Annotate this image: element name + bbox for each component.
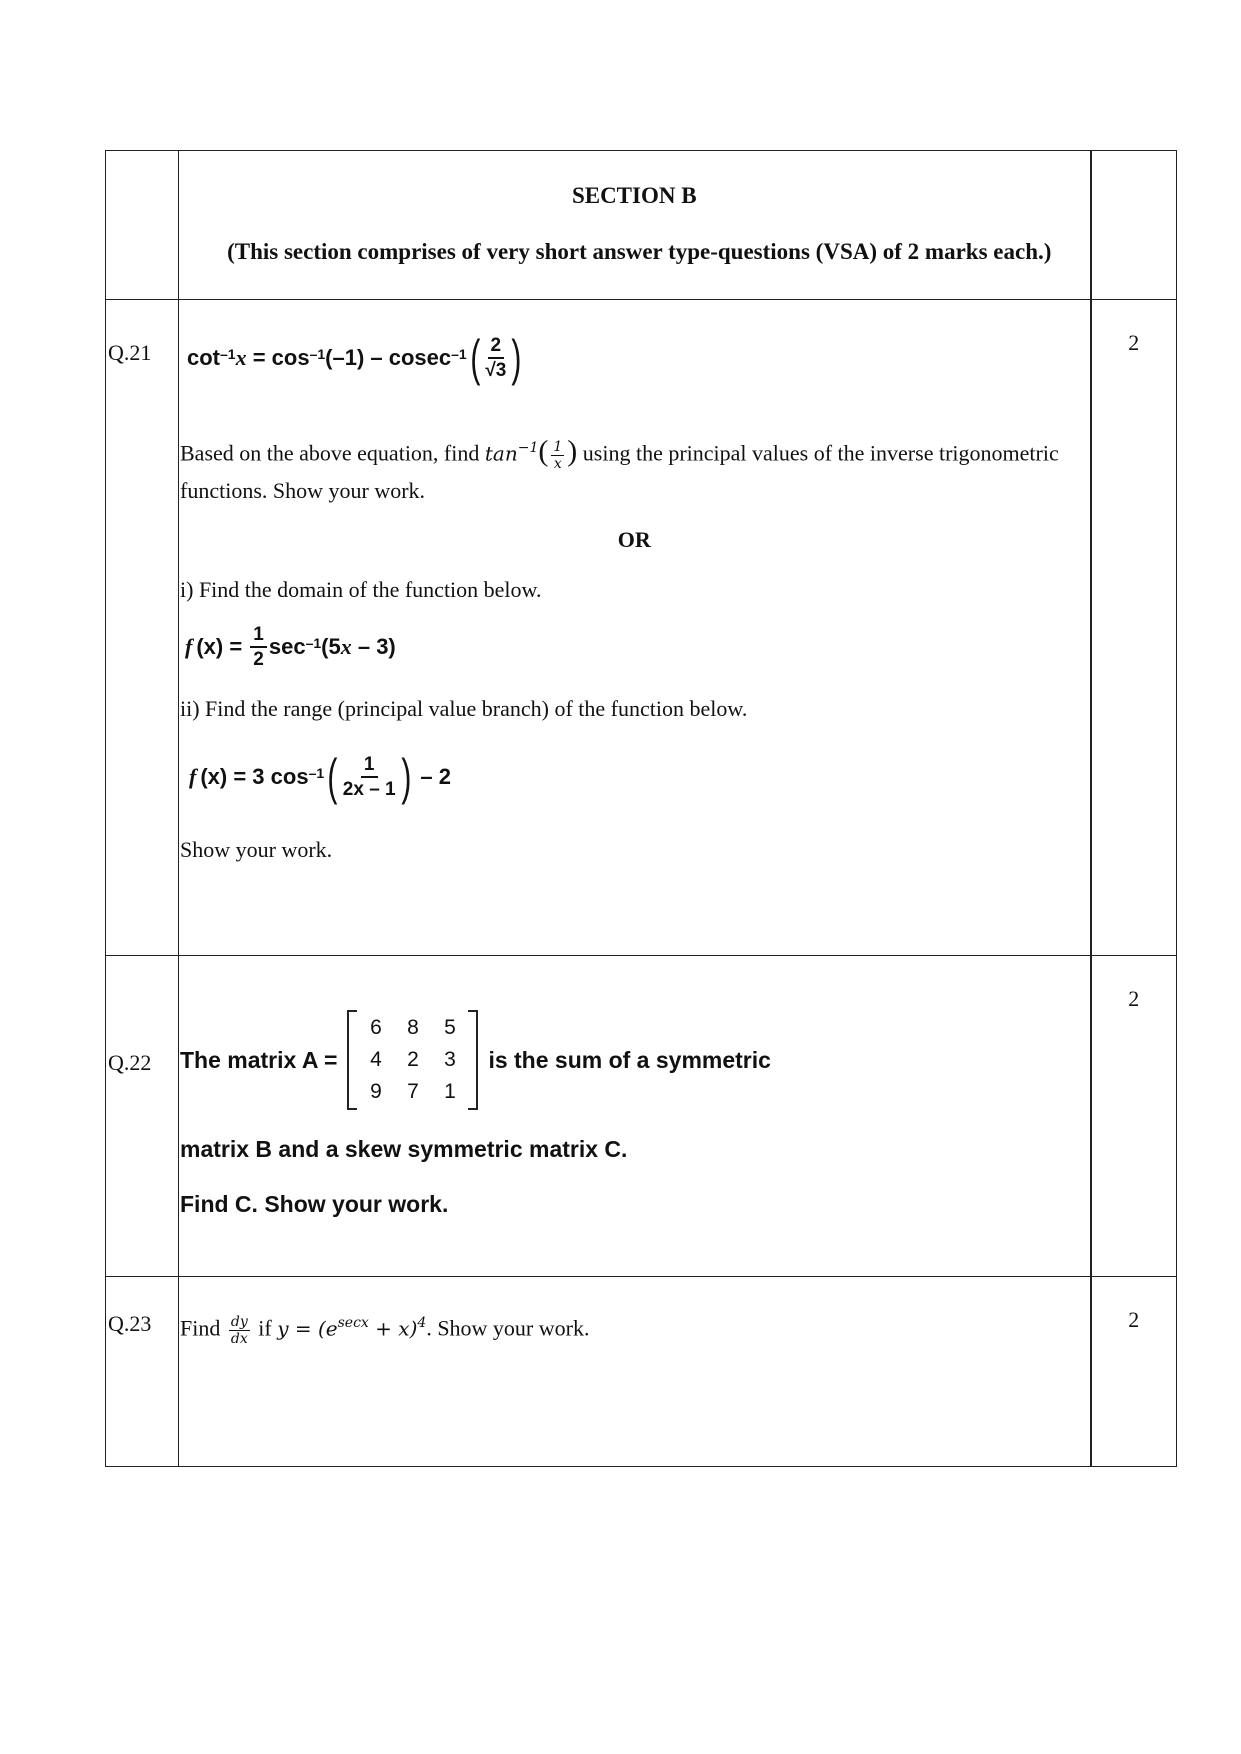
q22-number: Q.22	[108, 1050, 152, 1075]
questions-table	[105, 150, 1177, 1467]
cos-sup-ii: –1	[308, 765, 325, 782]
q23-marks: 2	[1128, 1307, 1140, 1332]
matrix-a	[347, 1010, 478, 1110]
question-body-21	[179, 300, 1091, 956]
matrix-grid	[357, 1012, 468, 1108]
recip-num: 1	[361, 755, 378, 778]
matrix-cell: 3	[444, 1048, 456, 1071]
q22-marks: 2	[1128, 986, 1140, 1011]
marks-cell-21	[1091, 300, 1177, 956]
f-label-ii: f	[189, 764, 197, 790]
question-row-22	[106, 956, 1177, 1277]
q21-text-b: using the principal values of the inverse trigonometric functions. Show your work.	[180, 440, 1059, 504]
matrix-cell: 4	[370, 1048, 382, 1071]
tan-sup: −1	[517, 440, 539, 456]
matrix-tail: is the sum of a symmetric	[488, 1046, 771, 1073]
q21-text-a: Based on the above equation, find	[180, 440, 485, 466]
q22-line3: Find C. Show your work.	[180, 1191, 449, 1217]
expr-b: + x)	[368, 1316, 418, 1341]
matrix-cell: 9	[370, 1080, 382, 1103]
section-title: SECTION B	[571, 183, 697, 208]
q21-number: Q.21	[108, 340, 152, 365]
section-subtitle: (This section comprises of very short answer type-questions (VSA) of 2 marks each.)	[227, 239, 1052, 264]
question-number	[106, 1277, 179, 1467]
recip-fraction	[343, 755, 396, 799]
tan-expr: tan	[484, 441, 518, 466]
sec-arg-b: – 3)	[351, 634, 396, 660]
q21-eq-i	[185, 624, 1090, 670]
dx: dx	[230, 1330, 248, 1347]
cot-label: cot	[187, 345, 220, 370]
question-number	[106, 956, 179, 1277]
half-fraction	[250, 625, 267, 669]
recip-den: 2x – 1	[342, 779, 396, 801]
matrix-cell: 2	[407, 1048, 419, 1071]
matrix-cell: 5	[444, 1016, 456, 1039]
q21-main-equation	[187, 330, 1090, 386]
sec-arg-var: x	[340, 634, 352, 660]
q22-matrix-line	[180, 1010, 1090, 1110]
var-x: x	[235, 345, 247, 370]
header-marks-cell	[1091, 151, 1177, 300]
q23-if: if	[252, 1315, 278, 1341]
sec-arg-a: (5	[321, 634, 341, 660]
dy: dy	[230, 1313, 248, 1330]
question-row-21	[106, 300, 1177, 956]
q21-part-ii: ii) Find the range (principal value branch) of the function below.	[180, 696, 748, 722]
minus-two: – 2	[414, 764, 451, 790]
half-den: 2	[253, 649, 264, 671]
cos-sup: –1	[309, 346, 326, 362]
question-number	[106, 300, 179, 956]
matrix-cell: 7	[407, 1080, 419, 1103]
tan-num: 1	[553, 438, 563, 455]
tan-den: x	[553, 455, 562, 472]
f-label: f	[185, 634, 193, 660]
tan-fraction	[551, 440, 564, 471]
fx-arg-ii: (x)	[200, 764, 228, 790]
q21-part-i: i) Find the domain of the function below.	[180, 577, 542, 603]
q21-eq-ii	[189, 741, 1090, 813]
or-separator: OR	[617, 527, 651, 553]
header-body-cell	[179, 151, 1091, 300]
question-row-23	[106, 1277, 1177, 1467]
question-body-23	[179, 1277, 1091, 1467]
frac-numerator: 2	[488, 336, 505, 359]
cos-label: = cos	[246, 345, 310, 370]
q23-number: Q.23	[108, 1311, 152, 1336]
expr-sup: secx	[337, 1315, 369, 1331]
q21-marks: 2	[1128, 330, 1140, 355]
right-paren-ii: )	[400, 749, 411, 806]
q21-fraction	[485, 336, 506, 380]
matrix-cell: 1	[444, 1080, 456, 1103]
dy-dx-fraction	[229, 1315, 250, 1346]
q21-instruction: Based on the above equation, find $\tan^{-1}$( $\frac{1}{x}$ ) using the principal values of the inverse trigonometric functions. Show your work.	[180, 434, 1059, 504]
left-paren: (	[470, 330, 481, 386]
section-header-row	[106, 151, 1177, 300]
left-paren-ii: (	[327, 749, 338, 806]
half-num: 1	[250, 625, 267, 648]
q21-show-work: Show your work.	[180, 837, 333, 863]
q22-line2: matrix B and a skew symmetric matrix C.	[180, 1136, 628, 1162]
matrix-cell: 6	[370, 1016, 382, 1039]
cosec-sup: –1	[451, 346, 467, 362]
q23-end: . Show your work.	[426, 1315, 590, 1341]
cot-sup: –1	[220, 346, 236, 362]
expr-pow: 4	[417, 1315, 427, 1331]
equals: =	[223, 634, 249, 660]
left-bracket	[347, 1010, 357, 1110]
marks-cell-23	[1091, 1277, 1177, 1467]
header-number-cell	[106, 151, 179, 300]
cos-label-ii: = 3 cos	[227, 764, 309, 790]
matrix-lead: The matrix A =	[180, 1046, 338, 1073]
marks-cell-22	[1091, 956, 1177, 1277]
frac-denominator: √3	[485, 360, 507, 381]
fx-arg: (x)	[196, 634, 224, 660]
expr-a: y = (e	[277, 1316, 338, 1341]
right-bracket	[468, 1010, 478, 1110]
cosec-label: (–1) – cosec	[325, 345, 452, 370]
sec-sup: –1	[305, 635, 322, 652]
matrix-cell: 8	[407, 1016, 419, 1039]
q23-text	[180, 1305, 1090, 1347]
question-body-22	[179, 956, 1091, 1277]
q23-find: Find	[180, 1315, 226, 1341]
right-paren: )	[511, 330, 522, 386]
sec-label: sec	[268, 634, 306, 660]
